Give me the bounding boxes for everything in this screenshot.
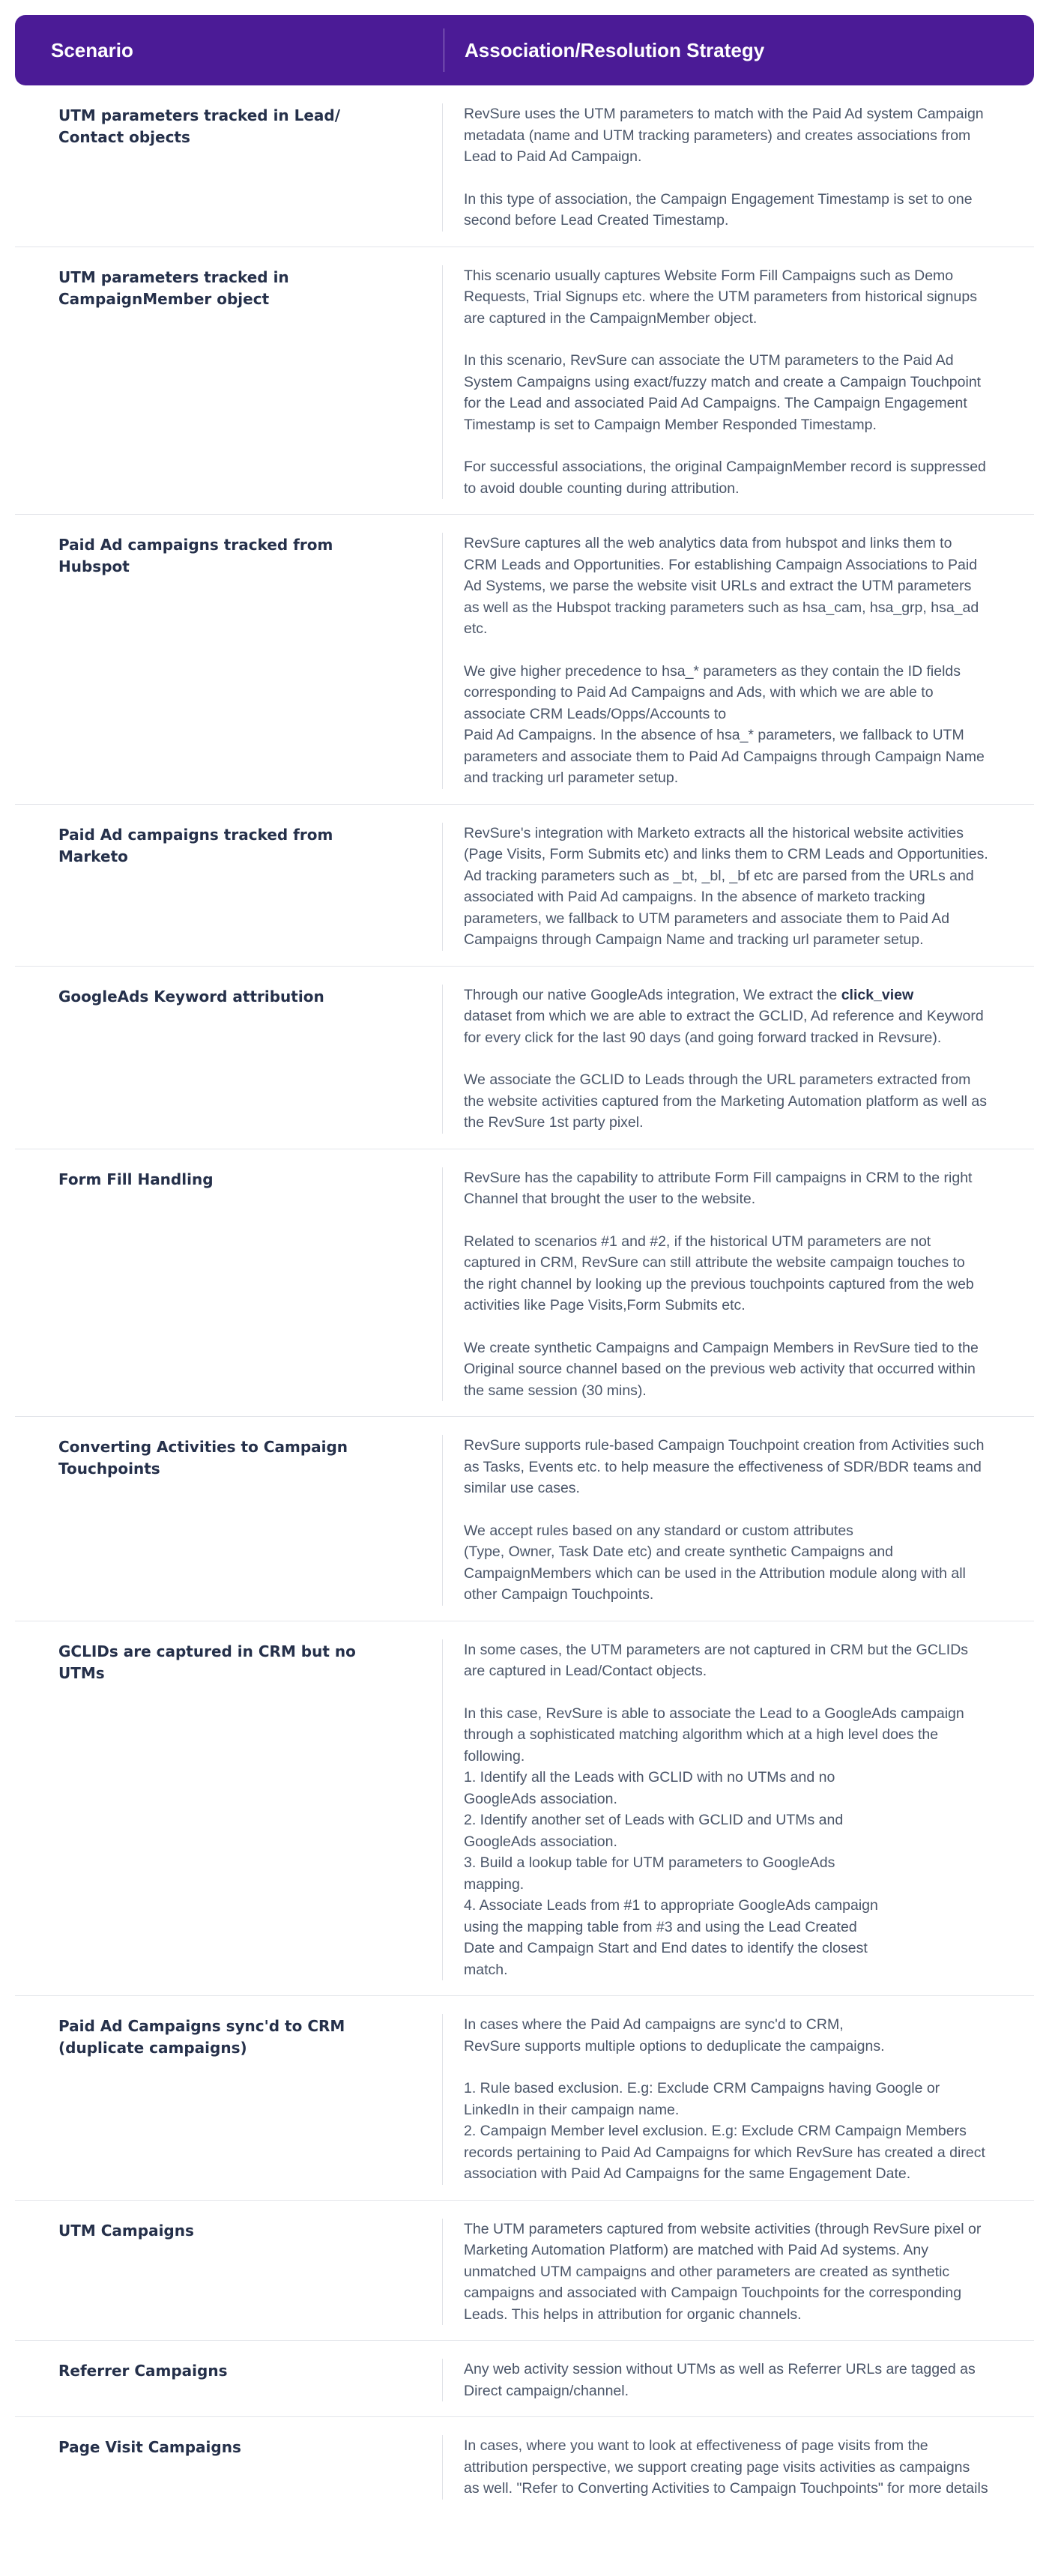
strategy-paragraph: We accept rules based on any standard or custom attributes (Type, Owner, Task Date etc) and create synthetic Campaigns and CampaignMembers which can be used in the Attribution module along with all other Campaign Touchpoints. bbox=[464, 1522, 966, 1603]
strategy-paragraph: For successful associations, the original CampaignMember record is suppressed to avoid double counting during attribution. bbox=[464, 459, 986, 497]
scenario-cell: Paid Ad campaigns tracked from Hubspot bbox=[58, 536, 333, 575]
scenario-cell: Page Visit Campaigns bbox=[58, 2438, 241, 2456]
scenario-cell: Paid Ad Campaigns sync'd to CRM (duplicate campaigns) bbox=[58, 2017, 345, 2057]
strategy-paragraph: 1. Rule based exclusion. E.g: Exclude CRM Campaigns having Google or LinkedIn in their campaign name. 2. Campaign Member level exclusion. E.g: Exclude CRM Campaign Members records pertaining to Paid Ad Campaigns for which RevSure has created a direct association with Paid Ad Campaigns for the same Engagement Date. bbox=[464, 2080, 985, 2182]
table-row bbox=[15, 1417, 1034, 1621]
strategy-cell bbox=[442, 2359, 1034, 2401]
strategy-paragraph: We give higher precedence to hsa_* parameters as they contain the ID fields corresponding to Paid Ad Campaigns and Ads, with which we are able to associate CRM Leads/Opps/Accounts to Paid Ad Campaigns. In the absence of hsa_* parameters, we fallback to UTM parameters and associate them to Paid Ad Campaigns through Campaign Name and tracking url parameter setup. bbox=[464, 662, 985, 786]
paragraph-lead: Through our native GoogleAds integration, We extract the bbox=[464, 986, 841, 1003]
strategy-paragraph: We associate the GCLID to Leads through the URL parameters extracted from the website activities captured from the Marketing Automation platform as well as the RevSure 1st party pixel. bbox=[464, 1071, 987, 1131]
scenario-cell: Converting Activities to Campaign Touchpoints bbox=[58, 1438, 348, 1478]
scenario-cell: GoogleAds Keyword attribution bbox=[58, 987, 324, 1006]
strategy-paragraph: RevSure has the capability to attribute Form Fill campaigns in CRM to the right Channel that brought the user to the website. bbox=[464, 1169, 973, 1207]
table-row bbox=[15, 967, 1034, 1149]
strategy-cell bbox=[442, 1167, 1034, 1402]
strategy-paragraph: Any web activity session without UTMs as well as Referrer URLs are tagged as Direct campaign/channel. bbox=[464, 2361, 976, 2399]
table-row bbox=[15, 2201, 1034, 2341]
strategy-paragraph: RevSure uses the UTM parameters to match with the Paid Ad system Campaign metadata (name and UTM tracking parameters) and creates associations from Lead to Paid Ad Campaign. bbox=[464, 106, 984, 165]
bold-term-click-view: click_view bbox=[841, 986, 914, 1003]
strategy-paragraph: The UTM parameters captured from website activities (through RevSure pixel or Marketing Automation Platform) are matched with Paid Ad systems. Any unmatched UTM campaigns and other parameters are created as synthetic campaigns and associated with Campaign Touchpoints for the corresponding Leads. This helps in attribution for organic channels. bbox=[464, 2220, 982, 2323]
table-row bbox=[15, 1621, 1034, 1997]
header-scenario: Scenario bbox=[51, 38, 133, 61]
table-row bbox=[15, 247, 1034, 515]
scenario-cell: UTM parameters tracked in Lead/ Contact objects bbox=[58, 106, 341, 146]
strategy-cell bbox=[442, 1435, 1034, 1606]
table-row bbox=[15, 805, 1034, 967]
strategy-cell bbox=[442, 985, 1034, 1134]
strategy-paragraph: In some cases, the UTM parameters are not captured in CRM but the GCLIDs are captured in Lead/Contact objects. bbox=[464, 1641, 969, 1679]
scenario-cell: Form Fill Handling bbox=[58, 1170, 214, 1188]
scenario-cell: UTM Campaigns bbox=[58, 2221, 194, 2240]
strategy-table bbox=[15, 15, 1034, 2515]
table-row bbox=[15, 1149, 1034, 1418]
strategy-paragraph: RevSure's integration with Marketo extracts all the historical website activities (Page Visits, Form Submits etc) and links them to CRM Leads and Opportunities. Ad tracking parameters such as _bt, _bl, _bf etc are parsed from the URLs and associated with Paid Ad campaigns. In the absence of marketo tracking parameters, we fallback to UTM parameters and associate them to Paid Ad Campaigns through Campaign Name and tracking url parameter setup. bbox=[464, 824, 988, 948]
header-strategy: Association/Resolution Strategy bbox=[465, 38, 765, 61]
strategy-paragraph: This scenario usually captures Website Form Fill Campaigns such as Demo Requests, Trial Signups etc. where the UTM parameters from historical signups are captured in the CampaignMember object. bbox=[464, 267, 977, 327]
strategy-paragraph: In this scenario, RevSure can associate the UTM parameters to the Paid Ad System Campaigns using exact/fuzzy match and create a Campaign Touchpoint for the Lead and associated Paid Ad Campaigns. The Campaign Engagement Timestamp is set to Campaign Member Responded Timestamp. bbox=[464, 352, 982, 433]
strategy-cell bbox=[442, 823, 1034, 951]
table-row bbox=[15, 515, 1034, 805]
table-row bbox=[15, 85, 1034, 247]
strategy-paragraph bbox=[464, 985, 989, 1049]
table-header bbox=[15, 15, 1034, 85]
strategy-cell bbox=[442, 2014, 1034, 2185]
scenario-cell: Paid Ad campaigns tracked from Marketo bbox=[58, 825, 333, 865]
strategy-paragraph: In cases, where you want to look at effectiveness of page visits from the attribution perspective, we support creating page visits activities as campaigns as well. "Refer to Converting Activities to Campaign Touchpoints" for more details bbox=[464, 2437, 988, 2497]
strategy-paragraph: RevSure supports rule-based Campaign Touchpoint creation from Activities such as Tasks, Events etc. to help measure the effectiveness of SDR/BDR teams and similar use cases. bbox=[464, 1437, 985, 1496]
strategy-paragraph: In cases where the Paid Ad campaigns are sync'd to CRM, RevSure supports multiple options to deduplicate the campaigns. bbox=[464, 2016, 885, 2055]
table-row bbox=[15, 2341, 1034, 2417]
scenario-cell: Referrer Campaigns bbox=[58, 2362, 228, 2380]
scenario-cell: UTM parameters tracked in CampaignMember object bbox=[58, 267, 289, 308]
strategy-paragraph: In this case, RevSure is able to associate the Lead to a GoogleAds campaign through a sophisticated matching algorithm which at a high level does the following. 1. Identify all the Leads with GCLID with no UTMs and no GoogleAds association. 2. Identify another set of Leads with GCLID and UTMs and GoogleAds association. 3. Build a lookup table for UTM parameters to GoogleAds mapping. 4. Associate Leads from #1 to appropriate GoogleAds campaign using the mapping table from #3 and using the Lead Created Date and Campaign Start and End dates to identify the closest match. bbox=[464, 1705, 964, 1978]
strategy-cell bbox=[442, 2219, 1034, 2326]
strategy-cell bbox=[442, 2435, 1034, 2500]
strategy-cell bbox=[442, 265, 1034, 500]
strategy-paragraph: Related to scenarios #1 and #2, if the historical UTM parameters are not captured in CRM, RevSure can still attribute the website campaign touches to the right channel by looking up the previous touchpoints captured from the web activities like Page Visits,Form Submits etc. bbox=[464, 1233, 974, 1313]
strategy-cell bbox=[442, 1639, 1034, 1981]
paragraph-rest: dataset from which we are able to extract the GCLID, Ad reference and Keyword for every click for the last 90 days (and going forward tracked in Revsure). bbox=[464, 1008, 984, 1046]
table-row bbox=[15, 2417, 1034, 2515]
strategy-cell bbox=[442, 103, 1034, 232]
scenario-cell: GCLIDs are captured in CRM but no UTMs bbox=[58, 1642, 356, 1682]
strategy-cell bbox=[442, 533, 1034, 789]
strategy-paragraph: RevSure captures all the web analytics data from hubspot and links them to CRM Leads and Opportunities. For establishing Campaign Associations to Paid Ad Systems, we parse the website visit URLs and extract the UTM parameters as well as the Hubspot tracking parameters such as hsa_cam, hsa_grp, hsa_ad etc. bbox=[464, 535, 979, 637]
strategy-paragraph: In this type of association, the Campaign Engagement Timestamp is set to one second before Lead Created Timestamp. bbox=[464, 190, 973, 229]
table-row bbox=[15, 1996, 1034, 2201]
strategy-paragraph: We create synthetic Campaigns and Campaign Members in RevSure tied to the Original source channel based on the previous web activity that occurred within the same session (30 mins). bbox=[464, 1339, 979, 1399]
